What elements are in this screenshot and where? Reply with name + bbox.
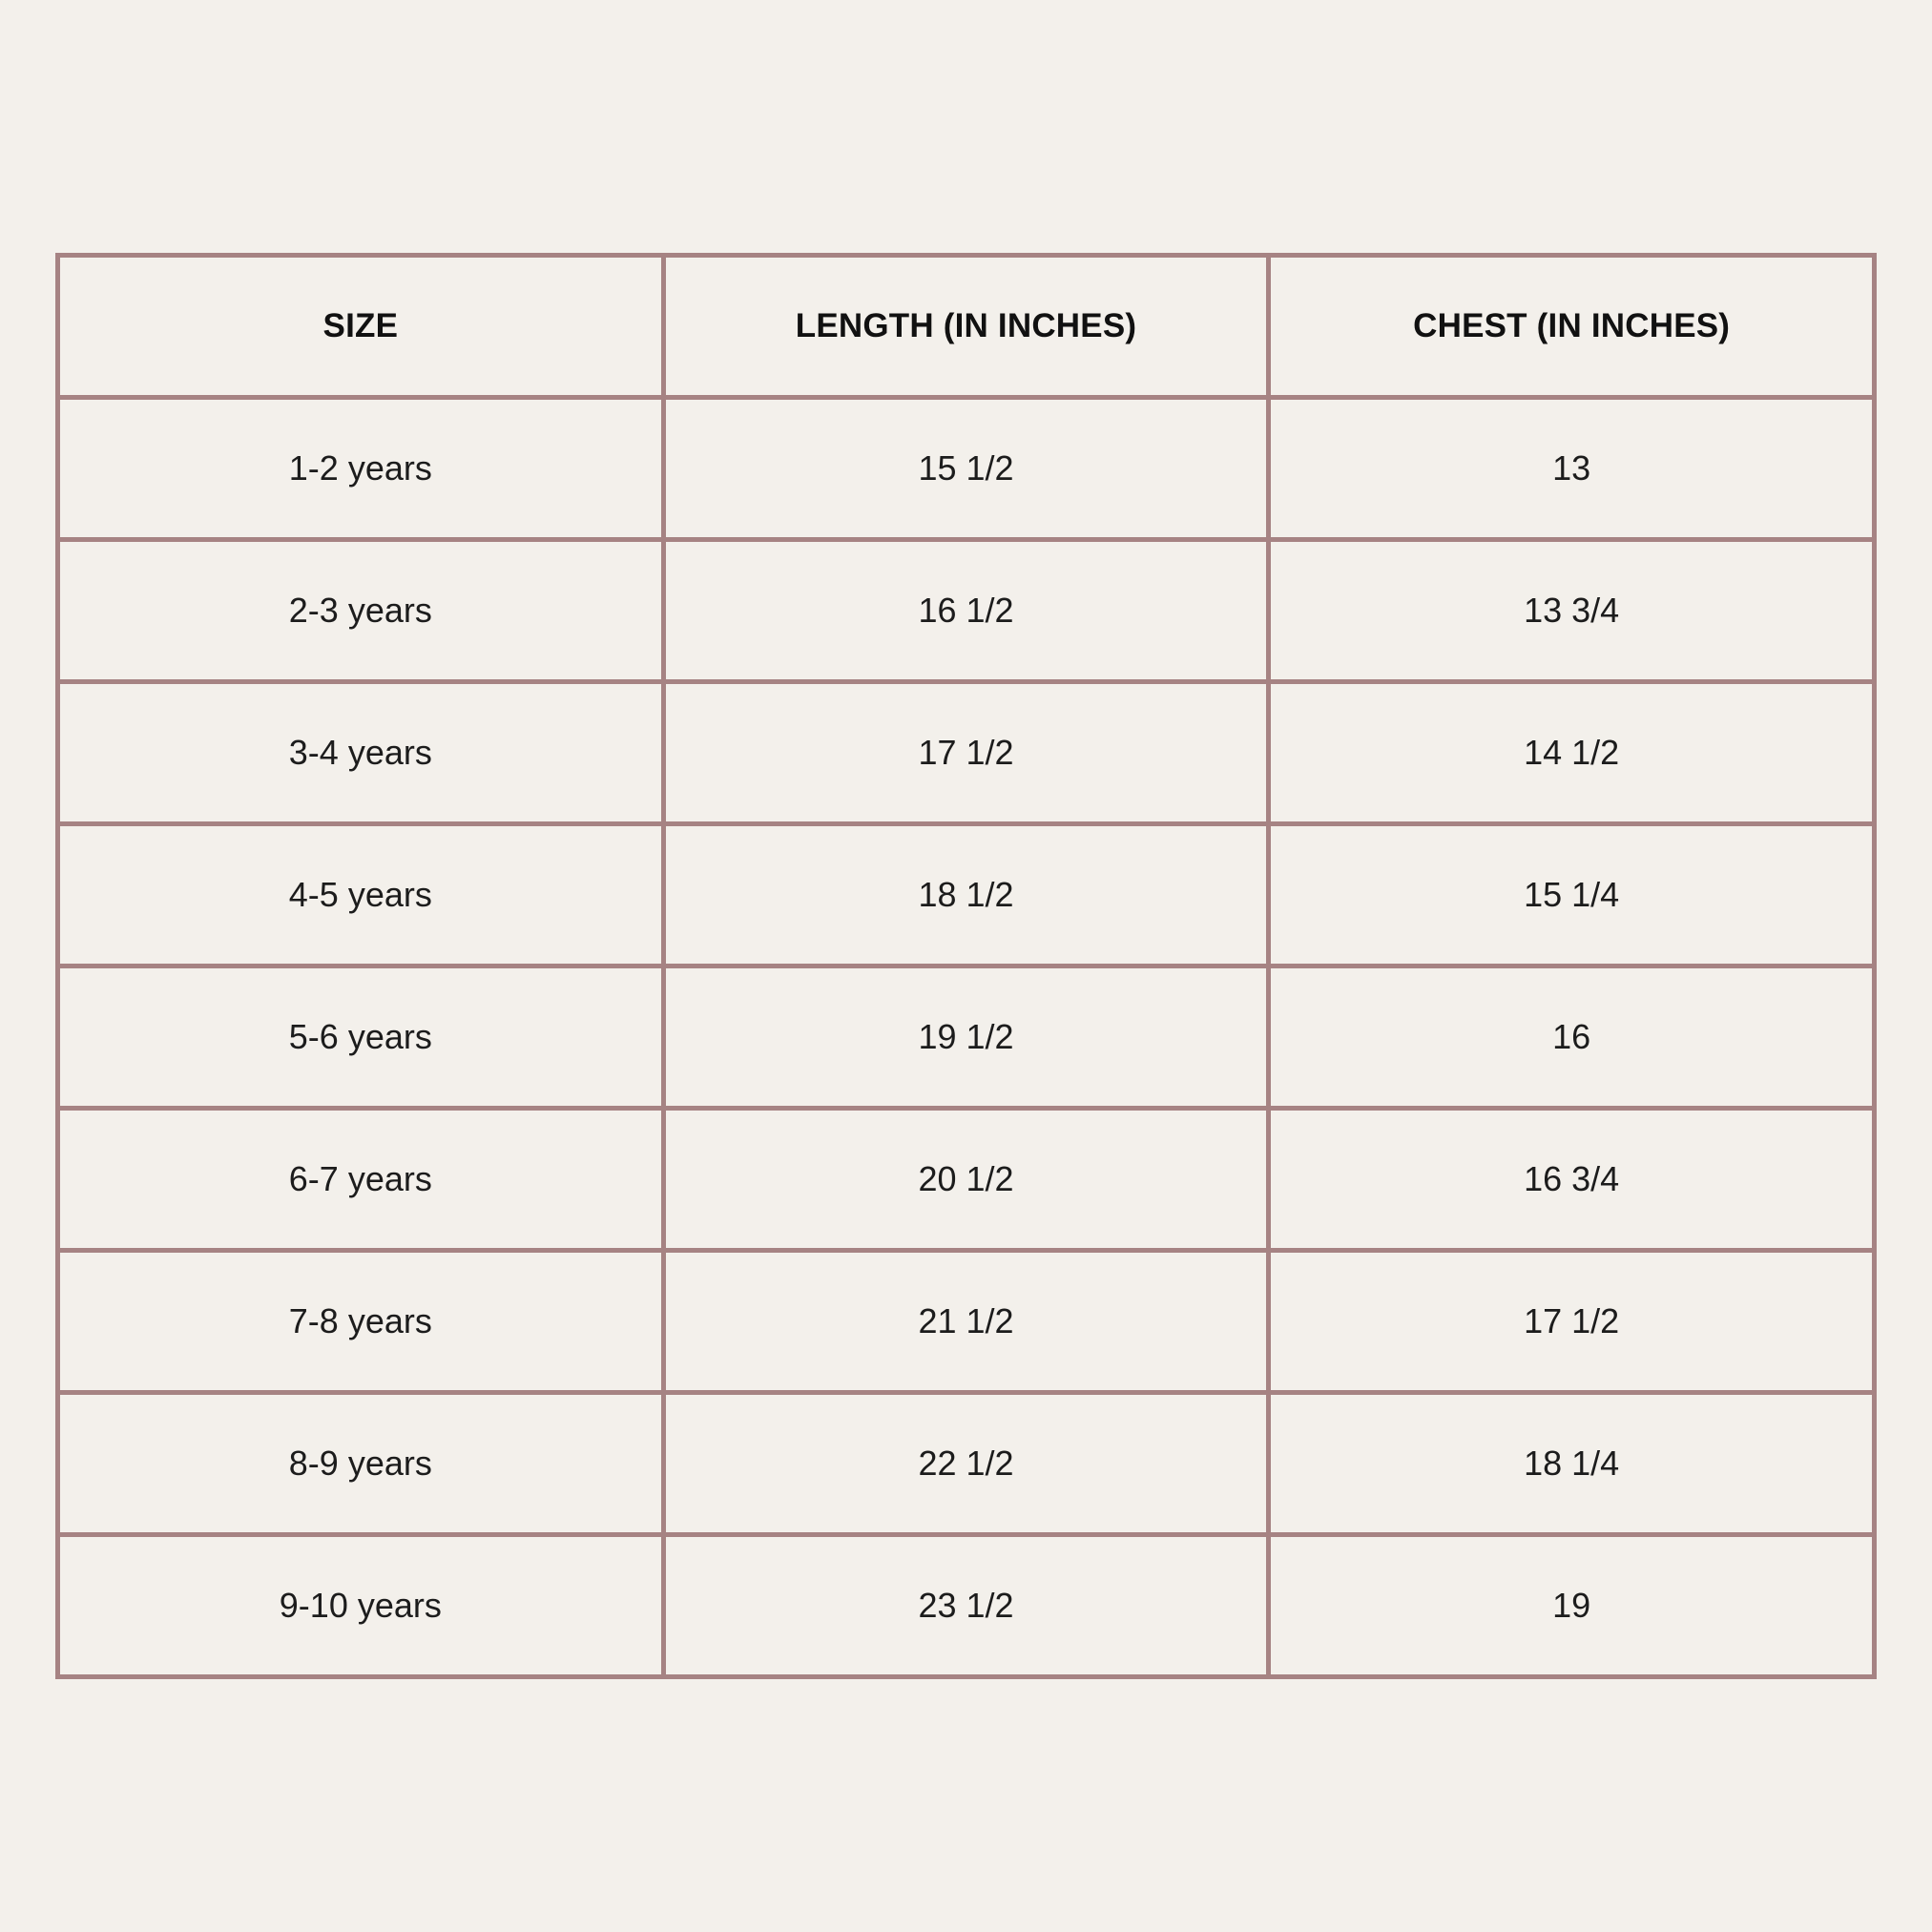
chest-cell: 13 — [1269, 398, 1875, 540]
size-cell: 6-7 years — [58, 1109, 664, 1251]
table-row — [58, 824, 1875, 966]
length-cell: 19 1/2 — [663, 966, 1269, 1109]
size-cell: 4-5 years — [58, 824, 664, 966]
header-length: LENGTH (IN INCHES) — [663, 256, 1269, 398]
size-cell: 5-6 years — [58, 966, 664, 1109]
chest-cell: 18 1/4 — [1269, 1393, 1875, 1535]
table-body — [58, 398, 1875, 1677]
table-row — [58, 540, 1875, 682]
length-cell: 20 1/2 — [663, 1109, 1269, 1251]
table-row — [58, 1251, 1875, 1393]
length-cell: 18 1/2 — [663, 824, 1269, 966]
chest-cell: 13 3/4 — [1269, 540, 1875, 682]
chest-cell: 17 1/2 — [1269, 1251, 1875, 1393]
length-cell: 16 1/2 — [663, 540, 1269, 682]
table-row — [58, 1535, 1875, 1677]
table-row — [58, 1393, 1875, 1535]
length-cell: 22 1/2 — [663, 1393, 1269, 1535]
header-chest: CHEST (IN INCHES) — [1269, 256, 1875, 398]
header-row — [58, 256, 1875, 398]
header-size: SIZE — [58, 256, 664, 398]
size-cell: 1-2 years — [58, 398, 664, 540]
length-cell: 17 1/2 — [663, 682, 1269, 824]
chest-cell: 16 — [1269, 966, 1875, 1109]
chest-cell: 19 — [1269, 1535, 1875, 1677]
table-row — [58, 398, 1875, 540]
chest-cell: 15 1/4 — [1269, 824, 1875, 966]
table-row — [58, 1109, 1875, 1251]
size-cell: 8-9 years — [58, 1393, 664, 1535]
length-cell: 21 1/2 — [663, 1251, 1269, 1393]
size-cell: 9-10 years — [58, 1535, 664, 1677]
size-cell: 7-8 years — [58, 1251, 664, 1393]
size-chart-table — [55, 253, 1877, 1679]
size-cell: 2-3 years — [58, 540, 664, 682]
chest-cell: 16 3/4 — [1269, 1109, 1875, 1251]
table-row — [58, 966, 1875, 1109]
chest-cell: 14 1/2 — [1269, 682, 1875, 824]
length-cell: 15 1/2 — [663, 398, 1269, 540]
size-cell: 3-4 years — [58, 682, 664, 824]
length-cell: 23 1/2 — [663, 1535, 1269, 1677]
table-row — [58, 682, 1875, 824]
table-header — [58, 256, 1875, 398]
